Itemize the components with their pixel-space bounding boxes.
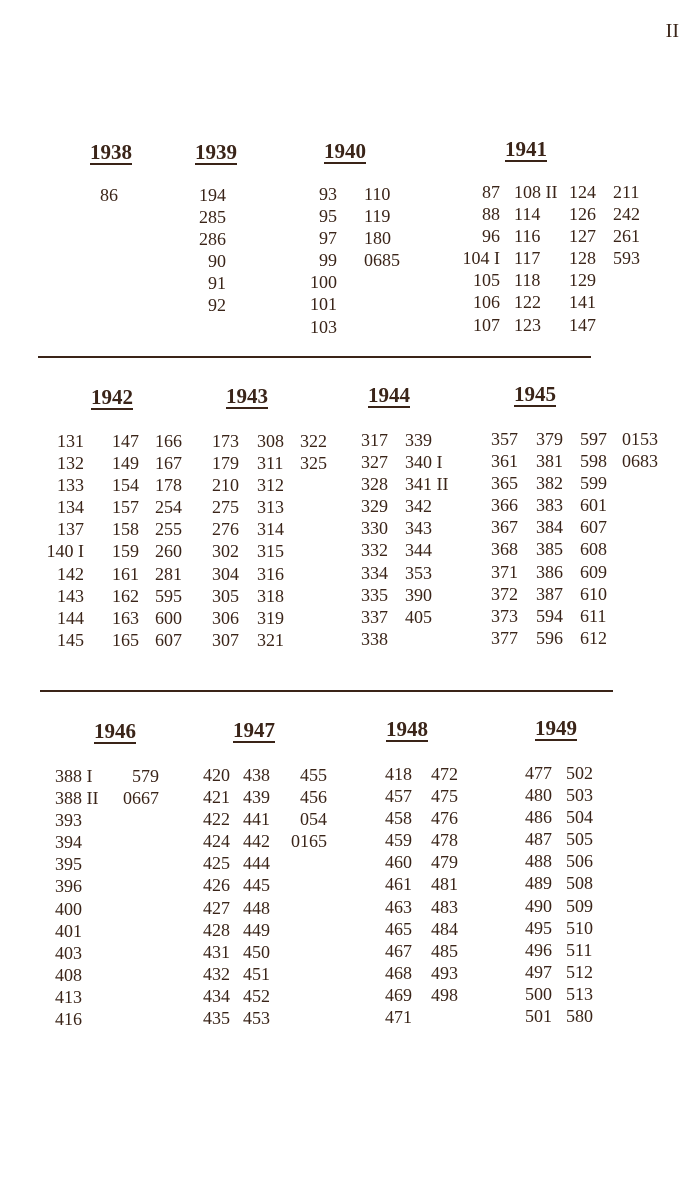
catalog-number: 117 (514, 248, 541, 269)
catalog-number: 122 (514, 292, 541, 313)
catalog-number: 307 (212, 629, 239, 650)
catalog-number: 479 (431, 852, 458, 873)
year-heading: 1941 (505, 137, 547, 161)
catalog-number: 508 (566, 873, 593, 894)
catalog-number: 608 (580, 539, 607, 560)
catalog-number: 513 (566, 983, 593, 1004)
catalog-number: 580 (566, 1006, 593, 1027)
catalog-number: 511 (566, 939, 593, 960)
number-column (613, 181, 640, 269)
catalog-number: 144 (57, 607, 84, 628)
catalog-number: 118 (514, 270, 541, 291)
catalog-number: 475 (431, 786, 458, 807)
catalog-number: 100 (310, 272, 337, 293)
catalog-number: 435 (203, 1008, 230, 1029)
number-column (361, 429, 388, 650)
catalog-number: 483 (431, 896, 458, 917)
number-column (212, 430, 239, 651)
catalog-number: 132 (57, 453, 84, 474)
catalog-number: 381 (536, 451, 563, 472)
catalog-number: 428 (203, 919, 230, 940)
catalog-number: 0685 (364, 250, 400, 271)
catalog-number: 459 (385, 830, 412, 851)
catalog-number: 127 (569, 226, 596, 247)
catalog-number: 133 (57, 475, 84, 496)
catalog-number: 242 (613, 204, 640, 225)
catalog-number: 611 (580, 605, 607, 626)
year-heading: 1940 (324, 139, 366, 163)
catalog-number: 88 (482, 204, 500, 225)
catalog-number: 114 (514, 204, 541, 225)
catalog-number: 501 (525, 1006, 552, 1027)
catalog-number: 493 (431, 962, 458, 983)
catalog-number: 408 (55, 964, 82, 985)
catalog-number: 503 (566, 785, 593, 806)
catalog-number: 318 (257, 585, 284, 606)
catalog-number: 486 (525, 807, 552, 828)
section-divider (38, 356, 591, 358)
catalog-number: 101 (310, 294, 337, 315)
catalog-number: 137 (57, 519, 84, 540)
catalog-number: 458 (385, 808, 412, 829)
catalog-number: 261 (613, 226, 640, 247)
catalog-number: 154 (112, 475, 139, 496)
catalog-number: 403 (55, 942, 82, 963)
catalog-number: 276 (212, 519, 239, 540)
catalog-number: 123 (514, 314, 541, 335)
catalog-number: 315 (257, 541, 284, 562)
catalog-number: 496 (525, 939, 552, 960)
catalog-number: 96 (482, 226, 500, 247)
catalog-number: 379 (536, 429, 563, 449)
number-column (514, 181, 558, 336)
catalog-number: 339 (405, 430, 432, 450)
catalog-number: 0165 (291, 831, 327, 852)
catalog-number: 306 (212, 607, 239, 628)
catalog-number: 325 (300, 453, 327, 474)
catalog-number: 106 (473, 292, 500, 313)
catalog-number: 387 (536, 583, 563, 604)
catalog-number: 126 (569, 204, 596, 225)
catalog-number: 329 (361, 496, 388, 517)
catalog-number: 161 (112, 563, 139, 584)
number-column (566, 762, 593, 1027)
catalog-number: 422 (203, 809, 230, 830)
catalog-number: 92 (208, 295, 226, 316)
catalog-number: 509 (566, 895, 593, 916)
catalog-number: 90 (208, 251, 226, 272)
catalog-number: 255 (155, 519, 182, 540)
number-column (569, 181, 596, 336)
catalog-number: 390 (405, 584, 432, 605)
number-column (491, 428, 518, 649)
catalog-number: 427 (203, 897, 230, 918)
catalog-number: 449 (243, 919, 270, 940)
catalog-number: 210 (212, 475, 239, 496)
number-column (47, 430, 85, 651)
catalog-number: 471 (385, 1007, 412, 1028)
catalog-number: 159 (112, 541, 139, 562)
catalog-number: 450 (243, 941, 270, 962)
catalog-number: 490 (525, 895, 552, 916)
catalog-number: 502 (566, 763, 593, 783)
catalog-number: 134 (57, 497, 84, 518)
catalog-number: 400 (55, 898, 82, 919)
catalog-number: 108 II (514, 182, 558, 202)
catalog-number: 463 (385, 896, 412, 917)
catalog-number: 131 (57, 431, 84, 451)
catalog-number: 0667 (123, 788, 159, 809)
catalog-number: 0153 (622, 429, 658, 449)
catalog-number: 452 (243, 985, 270, 1006)
catalog-number: 500 (525, 983, 552, 1004)
catalog-number: 321 (257, 629, 284, 650)
catalog-number: 401 (55, 920, 82, 941)
catalog-number: 421 (203, 787, 230, 808)
catalog-number: 105 (473, 270, 500, 291)
catalog-number: 424 (203, 831, 230, 852)
year-heading: 1938 (90, 140, 132, 164)
catalog-number: 468 (385, 962, 412, 983)
year-heading: 1944 (368, 383, 410, 407)
catalog-number: 432 (203, 963, 230, 984)
year-heading: 1947 (233, 718, 275, 742)
catalog-number: 319 (257, 607, 284, 628)
catalog-number: 344 (405, 540, 432, 561)
catalog-number: 340 I (405, 452, 443, 473)
catalog-number: 418 (385, 764, 412, 784)
catalog-number: 594 (536, 605, 563, 626)
catalog-number: 128 (569, 248, 596, 269)
catalog-number: 124 (569, 182, 596, 202)
number-column (112, 430, 139, 651)
catalog-number: 367 (491, 517, 518, 538)
catalog-number: 597 (580, 429, 607, 449)
catalog-number: 512 (566, 961, 593, 982)
catalog-number: 95 (319, 206, 337, 227)
catalog-number: 368 (491, 539, 518, 560)
catalog-number: 442 (243, 831, 270, 852)
catalog-number: 107 (473, 314, 500, 335)
catalog-number: 335 (361, 584, 388, 605)
catalog-number: 179 (212, 453, 239, 474)
number-column (55, 765, 99, 1030)
catalog-number: 461 (385, 874, 412, 895)
catalog-number: 147 (569, 314, 596, 335)
catalog-number: 598 (580, 451, 607, 472)
year-heading: 1946 (94, 719, 136, 743)
catalog-number: 480 (525, 785, 552, 806)
year-heading: 1949 (535, 716, 577, 740)
catalog-number: 334 (361, 562, 388, 583)
catalog-number: 328 (361, 474, 388, 495)
catalog-number: 343 (405, 518, 432, 539)
catalog-number: 178 (155, 475, 182, 496)
catalog-number: 478 (431, 830, 458, 851)
catalog-number: 145 (57, 629, 84, 650)
catalog-number: 593 (613, 248, 640, 269)
catalog-number: 405 (405, 606, 432, 627)
catalog-number: 157 (112, 497, 139, 518)
catalog-number: 313 (257, 497, 284, 518)
number-column (463, 181, 501, 336)
catalog-number: 162 (112, 585, 139, 606)
catalog-number: 489 (525, 873, 552, 894)
catalog-number: 371 (491, 561, 518, 582)
catalog-number: 610 (580, 583, 607, 604)
catalog-number: 302 (212, 541, 239, 562)
catalog-number: 416 (55, 1009, 82, 1030)
catalog-number: 465 (385, 918, 412, 939)
catalog-number: 488 (525, 851, 552, 872)
catalog-number: 330 (361, 518, 388, 539)
catalog-number: 451 (243, 963, 270, 984)
catalog-number: 149 (112, 453, 139, 474)
catalog-number: 054 (300, 809, 327, 830)
catalog-number: 93 (319, 184, 337, 204)
catalog-number: 460 (385, 852, 412, 873)
catalog-number: 456 (300, 787, 327, 808)
catalog-number: 0683 (622, 451, 658, 472)
catalog-number: 322 (300, 431, 327, 451)
catalog-number: 165 (112, 629, 139, 650)
catalog-number: 506 (566, 851, 593, 872)
catalog-number: 444 (243, 853, 270, 874)
catalog-number: 140 I (46, 541, 84, 562)
catalog-number: 484 (431, 918, 458, 939)
catalog-number: 163 (112, 607, 139, 628)
catalog-number: 312 (257, 475, 284, 496)
catalog-number: 609 (580, 561, 607, 582)
catalog-number: 607 (155, 629, 182, 650)
number-column (257, 430, 284, 651)
number-column (385, 763, 412, 1028)
catalog-number: 316 (257, 563, 284, 584)
number-column (431, 763, 458, 1006)
catalog-number: 396 (55, 876, 82, 897)
catalog-number: 434 (203, 985, 230, 1006)
catalog-number: 147 (112, 431, 139, 451)
number-column (100, 184, 118, 206)
catalog-number: 304 (212, 563, 239, 584)
catalog-number: 455 (300, 765, 327, 785)
catalog-number: 448 (243, 897, 270, 918)
catalog-number: 260 (155, 541, 182, 562)
catalog-number: 413 (55, 986, 82, 1007)
catalog-number: 103 (310, 316, 337, 337)
catalog-number: 372 (491, 583, 518, 604)
catalog-number: 510 (566, 917, 593, 938)
catalog-number: 129 (569, 270, 596, 291)
catalog-number: 285 (199, 207, 226, 228)
catalog-number: 361 (491, 451, 518, 472)
catalog-number: 254 (155, 497, 182, 518)
catalog-number: 420 (203, 765, 230, 785)
number-column (300, 430, 327, 474)
year-heading: 1942 (91, 385, 133, 409)
catalog-number: 337 (361, 606, 388, 627)
catalog-number: 142 (57, 563, 84, 584)
catalog-number: 384 (536, 517, 563, 538)
number-column (199, 184, 226, 317)
catalog-number: 382 (536, 473, 563, 494)
catalog-number: 388 I (55, 766, 93, 786)
number-column (536, 428, 563, 649)
number-column (123, 765, 159, 809)
catalog-number: 469 (385, 984, 412, 1005)
catalog-number: 476 (431, 808, 458, 829)
catalog-number: 388 II (55, 788, 99, 809)
catalog-number: 314 (257, 519, 284, 540)
number-column (310, 183, 337, 338)
catalog-number: 438 (243, 765, 270, 785)
number-column (155, 430, 182, 651)
number-column (405, 429, 449, 628)
catalog-number: 97 (319, 228, 337, 249)
catalog-number: 338 (361, 628, 388, 649)
catalog-number: 353 (405, 562, 432, 583)
catalog-number: 453 (243, 1008, 270, 1029)
catalog-number: 211 (613, 182, 640, 202)
catalog-number: 327 (361, 452, 388, 473)
catalog-number: 425 (203, 853, 230, 874)
catalog-number: 393 (55, 810, 82, 831)
catalog-number: 158 (112, 519, 139, 540)
catalog-number: 498 (431, 984, 458, 1005)
catalog-number: 600 (155, 607, 182, 628)
catalog-number: 395 (55, 854, 82, 875)
catalog-number: 485 (431, 940, 458, 961)
catalog-number: 472 (431, 764, 458, 784)
catalog-number: 311 (257, 453, 284, 474)
number-column (291, 764, 327, 852)
catalog-number: 612 (580, 627, 607, 648)
catalog-number: 441 (243, 809, 270, 830)
year-heading: 1939 (195, 140, 237, 164)
year-heading: 1945 (514, 382, 556, 406)
catalog-number: 110 (364, 184, 391, 204)
catalog-number: 332 (361, 540, 388, 561)
catalog-number: 305 (212, 585, 239, 606)
catalog-number: 357 (491, 429, 518, 449)
catalog-number: 394 (55, 832, 82, 853)
catalog-number: 505 (566, 829, 593, 850)
section-divider (40, 690, 613, 692)
catalog-number: 495 (525, 917, 552, 938)
number-column (243, 764, 270, 1029)
year-heading: 1943 (226, 384, 268, 408)
catalog-number: 445 (243, 875, 270, 896)
catalog-number: 481 (431, 874, 458, 895)
catalog-number: 86 (100, 185, 118, 205)
number-column (525, 762, 552, 1027)
catalog-number: 596 (536, 627, 563, 648)
catalog-number: 87 (482, 182, 500, 202)
catalog-number: 341 II (405, 474, 449, 495)
year-heading: 1948 (386, 717, 428, 741)
catalog-number: 599 (580, 473, 607, 494)
catalog-number: 504 (566, 807, 593, 828)
catalog-number: 497 (525, 961, 552, 982)
catalog-number: 579 (132, 766, 159, 786)
catalog-number: 439 (243, 787, 270, 808)
catalog-number: 308 (257, 431, 284, 451)
catalog-number: 166 (155, 431, 182, 451)
catalog-number: 365 (491, 473, 518, 494)
catalog-number: 477 (525, 763, 552, 783)
catalog-number: 595 (155, 585, 182, 606)
catalog-number: 194 (199, 185, 226, 205)
catalog-number: 286 (199, 229, 226, 250)
catalog-number: 342 (405, 496, 432, 517)
catalog-number: 601 (580, 495, 607, 516)
catalog-number: 467 (385, 940, 412, 961)
catalog-number: 167 (155, 453, 182, 474)
catalog-number: 426 (203, 875, 230, 896)
catalog-number: 366 (491, 495, 518, 516)
number-column (364, 183, 400, 271)
catalog-number: 317 (361, 430, 388, 450)
catalog-number: 385 (536, 539, 563, 560)
catalog-number: 431 (203, 941, 230, 962)
catalog-number: 141 (569, 292, 596, 313)
catalog-number: 180 (364, 228, 391, 249)
number-column (622, 428, 658, 472)
catalog-number: 116 (514, 226, 541, 247)
number-column (203, 764, 230, 1029)
page-number: II (665, 20, 679, 42)
catalog-number: 377 (491, 627, 518, 648)
catalog-number: 99 (319, 250, 337, 271)
catalog-number: 143 (57, 585, 84, 606)
catalog-number: 104 I (462, 248, 500, 269)
catalog-number: 457 (385, 786, 412, 807)
catalog-number: 487 (525, 829, 552, 850)
catalog-number: 173 (212, 431, 239, 451)
catalog-number: 119 (364, 206, 391, 227)
catalog-number: 281 (155, 563, 182, 584)
catalog-number: 607 (580, 517, 607, 538)
catalog-number: 383 (536, 495, 563, 516)
catalog-number: 91 (208, 273, 226, 294)
catalog-number: 373 (491, 605, 518, 626)
catalog-number: 386 (536, 561, 563, 582)
number-column (580, 428, 607, 649)
catalog-number: 275 (212, 497, 239, 518)
